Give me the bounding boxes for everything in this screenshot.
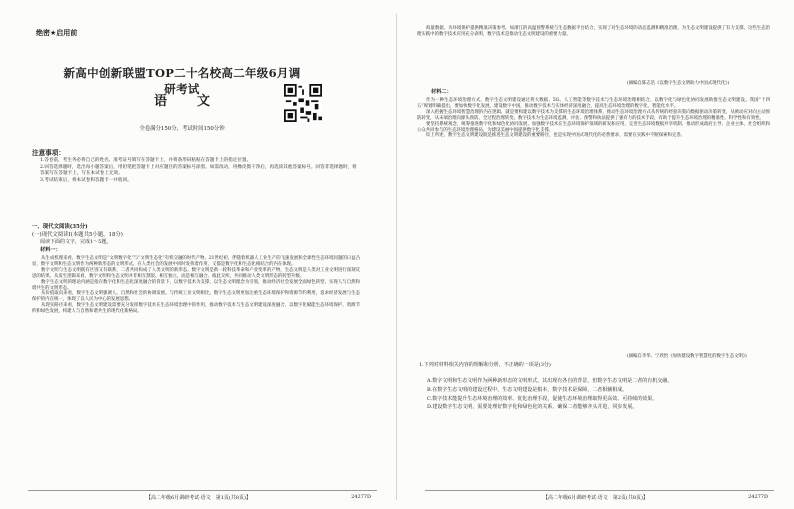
material-two-text xyxy=(417,98,770,139)
paragraph: 综上所述，数字生态文明建设既是推进生态文明建设的重要路径，也是实现中国式现代化的必然要求，需要在实践中不断探索和完善。 xyxy=(426,133,686,139)
answer-options xyxy=(427,378,770,413)
notice-item: 3.考试结束后，将本试卷和答题卡一并收回。 xyxy=(40,178,132,183)
qr-code-icon xyxy=(284,84,322,122)
option-c: C.数字技术能提升生态环境治理的效率、优化治理手段，促使生态环境治理取得更高效、可持续的效果。 xyxy=(427,395,658,402)
paragraph: 作为一种生态环境治理方式，数字生态文明建设通过将大数据、5G、人工智能等数字技术与生态环境治理相结合，以数字化与绿色化协同发展助推生态文明建设。我国“十四五”规划明确提出，要加快数字化发展，建设数字中国，推动数字技术与实体经济深度融合，提高生态环境治理的数字化、智能化水平。 xyxy=(417,98,770,109)
question-stem: 1.下列对材料相关内容的理解和分析，不正确的一项是(3分) xyxy=(419,362,551,368)
footer-divider xyxy=(28,490,377,491)
page-right xyxy=(397,0,794,509)
paragraph: 从价值取向来看，数字生态文明强调人、自然和社会的协调发展。与传统工业文明相比，数字生态文明更加注重生态环境保护和资源节约利用，追求经济发展与生态保护的内在统一，体现了以人民为中心的发展思想。 xyxy=(32,291,360,303)
paragraph: 深入把握生态环境智慧治理的内在逻辑，就是要构建以数字技术为支撑的生态环境治理体系，推动生态环境治理方式从传统的经验决策向数据驱动决策转变，从被动应对向主动预防转变，从末端治理向源头预防、全过程治理转变。数字技术为生态环境监测、评估、预警和执法提供了强有力的技术手段，有助于提升生态环境治理的精准性、科学性和有效性。 xyxy=(417,109,770,121)
subject-title: 语文 xyxy=(153,94,240,109)
material-label: 材料一： xyxy=(40,247,61,253)
exam-title: 新高中创新联盟TOP二十名校高二年级6月调研考试 xyxy=(63,66,301,96)
footer-divider xyxy=(425,490,774,491)
notice-list xyxy=(40,158,358,185)
subsection-heading: (一)现代文阅读Ⅰ(本题共5小题，18分) xyxy=(32,232,123,238)
continuation-text: 海量数据，为环境保护提供精准决策参考。如浙江的高温预警系统与生态数据平台结合，实现了对生态环境的动态监测和精准治理，为生态文明建设提供了有力支撑。这些生态治理实践中的数字技术应用充分表明，数字技术是推动生态文明建设的重要力量。 xyxy=(417,26,770,37)
paragraph: 数字文明与生态文明既有区别又有联系，二者共同构成了人类文明的新形态。数字文明是新一轮科技革命和产业变革的产物，生态文明是人类对工业文明进行深刻反思的结果。从发生逻辑来看，数字文明和生态文明并非相互割裂、相互独立，而是相互融合、彼此交织，共同推动人类文明形态的转型升级。 xyxy=(32,267,360,279)
notice-item: 2.回答选择题时，选出每小题答案后，用铅笔把答题卡上对应题目的答案标号涂黑。如需改动，用橡皮擦干净后，再选涂其他答案标号。回答非选择题时，将答案写在答题卡上，写在本试卷上无效。 xyxy=(40,165,357,176)
paragraph: 从现实路径来看，数字生态文明建设需要充分发挥数字技术在生态环境治理中的作用，推动数字技术与生态文明建设深度融合，以数字化赋能生态环境保护、资源节约和绿色发展，构建人与自然和谐共生的现代化新格局。 xyxy=(32,303,360,315)
notice-item: 1.答卷前，考生务必将自己的姓名、准考证号填写在答题卡上，并将条形码粘贴在答题卡上的指定位置。 xyxy=(40,158,252,163)
reading-instruction: 阅读下面的文字，完成1～5题。 xyxy=(40,239,112,245)
footer-page-info: 【高二年级6月调研考试·语文 第1页(共8页)】 xyxy=(145,495,252,501)
option-d: D.建设数字生态文明，需要处理好数字化和绿色化的关系，确保二者能够齐头并进，同步发展。 xyxy=(427,404,638,411)
section-heading: 一、现代文阅读(35分) xyxy=(32,224,88,230)
material-label: 材料二： xyxy=(431,89,452,95)
source-citation: (摘编自李华、宁欣怡《加快建设数字智慧化的数字生态文明》) xyxy=(627,354,747,359)
confidential-mark: 绝密★启用前 xyxy=(36,29,78,37)
score-line: 全卷满分150分，考试时间150分钟 xyxy=(139,126,225,132)
paragraph: 从生成机理来看，数字生态文明是“文明数字化”与“文明生态化”有机交融的时代产物。21世纪初，伴随着机器人工业生产的飞速发展和全球性生态环境问题的日益凸显，数字文明和生态文明作为两种新形态的文明形式，在人类社会的发展中同时发挥着作用，又都是数字化和生态化相结合的内在体现。 xyxy=(32,256,360,267)
option-a: A.数字文明和生态文明作为两种新形态的文明形式，其出现有各自的背景，但数字生态文明是二者的有机交融。 xyxy=(427,378,673,384)
notice-heading: 注意事项： xyxy=(32,149,65,157)
option-b: B.在数字生态文明的建设过程中，生态文明建设是根本，数字技术是保障，二者相辅相成。 xyxy=(427,386,628,393)
footer-exam-code: 24277D xyxy=(351,494,371,500)
material-one-text xyxy=(32,256,360,315)
footer-exam-code: 24277D xyxy=(748,494,768,500)
footer-page-info: 【高二年级6月调研考试·语文 第2页(共8页)】 xyxy=(542,495,649,501)
paragraph: 要坚持系统观念，统筹推进数字化和绿色化协同发展，加强数字技术在生态环境保护领域的研发和应用，完善生态环境数据共享机制，推动形成政府主导、企业主体、社会组织和公众共同参与的生态环境治理格局，为建设美丽中国提供数字化支撑。 xyxy=(417,121,770,133)
paragraph: 数字生态文明的理论内涵是指在数字化和生态化深度融合的背景下，以数字技术为支撑，以生态文明理念为引领，推动经济社会发展全面绿色转型，实现人与自然和谐共生的文明形态。 xyxy=(32,279,360,291)
source-citation: (摘编自陈志浩《以数字生态文明助力中国式现代化》) xyxy=(627,81,730,86)
